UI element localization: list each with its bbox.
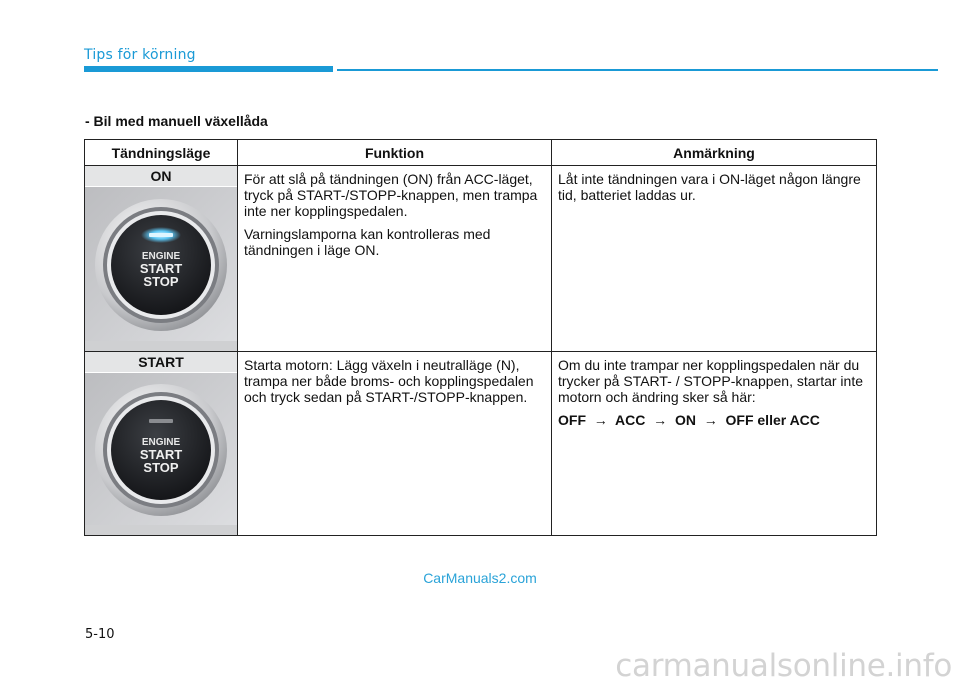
function-cell-on: [238, 166, 552, 352]
state-off: OFF: [558, 412, 586, 428]
mode-label: ON: [85, 166, 237, 187]
mode-cell-start: [85, 352, 238, 536]
function-text: Varningslamporna kan kontrolleras med tändningen i läge ON.: [244, 226, 491, 258]
arrow-right-icon: →: [589, 412, 612, 428]
section-heading: - Bil med manuell växellåda: [85, 113, 268, 129]
function-text: Starta motorn: Lägg växeln i neutralläge (N), trampa ner både broms- och kopplingspedalen och tryck sedan på START-/STOPP-knappen.: [244, 357, 534, 405]
button-text-stop: STOP: [143, 274, 179, 289]
remark-cell-start: [552, 352, 877, 536]
state-acc: ACC: [615, 412, 646, 428]
arrow-right-icon: →: [649, 412, 672, 428]
chapter-title: Tips för körning: [84, 47, 196, 63]
arrow-right-icon: →: [699, 412, 722, 428]
watermark-link[interactable]: CarManuals2.com: [423, 570, 537, 586]
mode-label: START: [85, 352, 237, 373]
column-header-remark: Anmärkning: [552, 140, 877, 166]
table-header-row: [85, 140, 877, 166]
footer-watermark: carmanualsonline.info: [615, 648, 952, 684]
button-text-start: START: [139, 447, 183, 462]
ignition-table: [84, 139, 877, 536]
table-row: [85, 352, 877, 536]
engine-start-stop-button-icon: [85, 373, 237, 525]
remark-cell-on: [552, 166, 877, 352]
state-on: ON: [674, 412, 696, 428]
remark-text: Låt inte tändningen vara i ON-läget någon längre tid, batteriet laddas ur.: [558, 171, 861, 203]
remark-text: Om du inte trampar ner kopplingspedalen när du trycker på START- / STOPP-knappen, startar inte motorn och ändring sker så här:: [558, 357, 864, 405]
button-text-engine: ENGINE: [141, 251, 181, 262]
column-header-function: Funktion: [238, 140, 552, 166]
header-accent-bar: [84, 66, 333, 72]
function-text: För att slå på tändningen (ON) från ACC-läget, tryck på START-/STOPP-knappen, men trampa inte ner kopplingspedalen.: [244, 171, 538, 219]
engine-start-stop-button-icon: [85, 187, 237, 341]
button-text-stop: STOP: [143, 460, 179, 475]
table-row: [85, 166, 877, 352]
state-sequence: [558, 412, 870, 428]
button-text-start: START: [139, 261, 183, 276]
button-text-engine: ENGINE: [141, 437, 181, 448]
mode-cell-on: [85, 166, 238, 352]
state-final: OFF eller ACC: [725, 412, 820, 428]
page-number: 5-10: [85, 627, 115, 642]
function-cell-start: [238, 352, 552, 536]
column-header-mode: Tändningsläge: [85, 140, 238, 166]
header-rule: [337, 69, 938, 71]
